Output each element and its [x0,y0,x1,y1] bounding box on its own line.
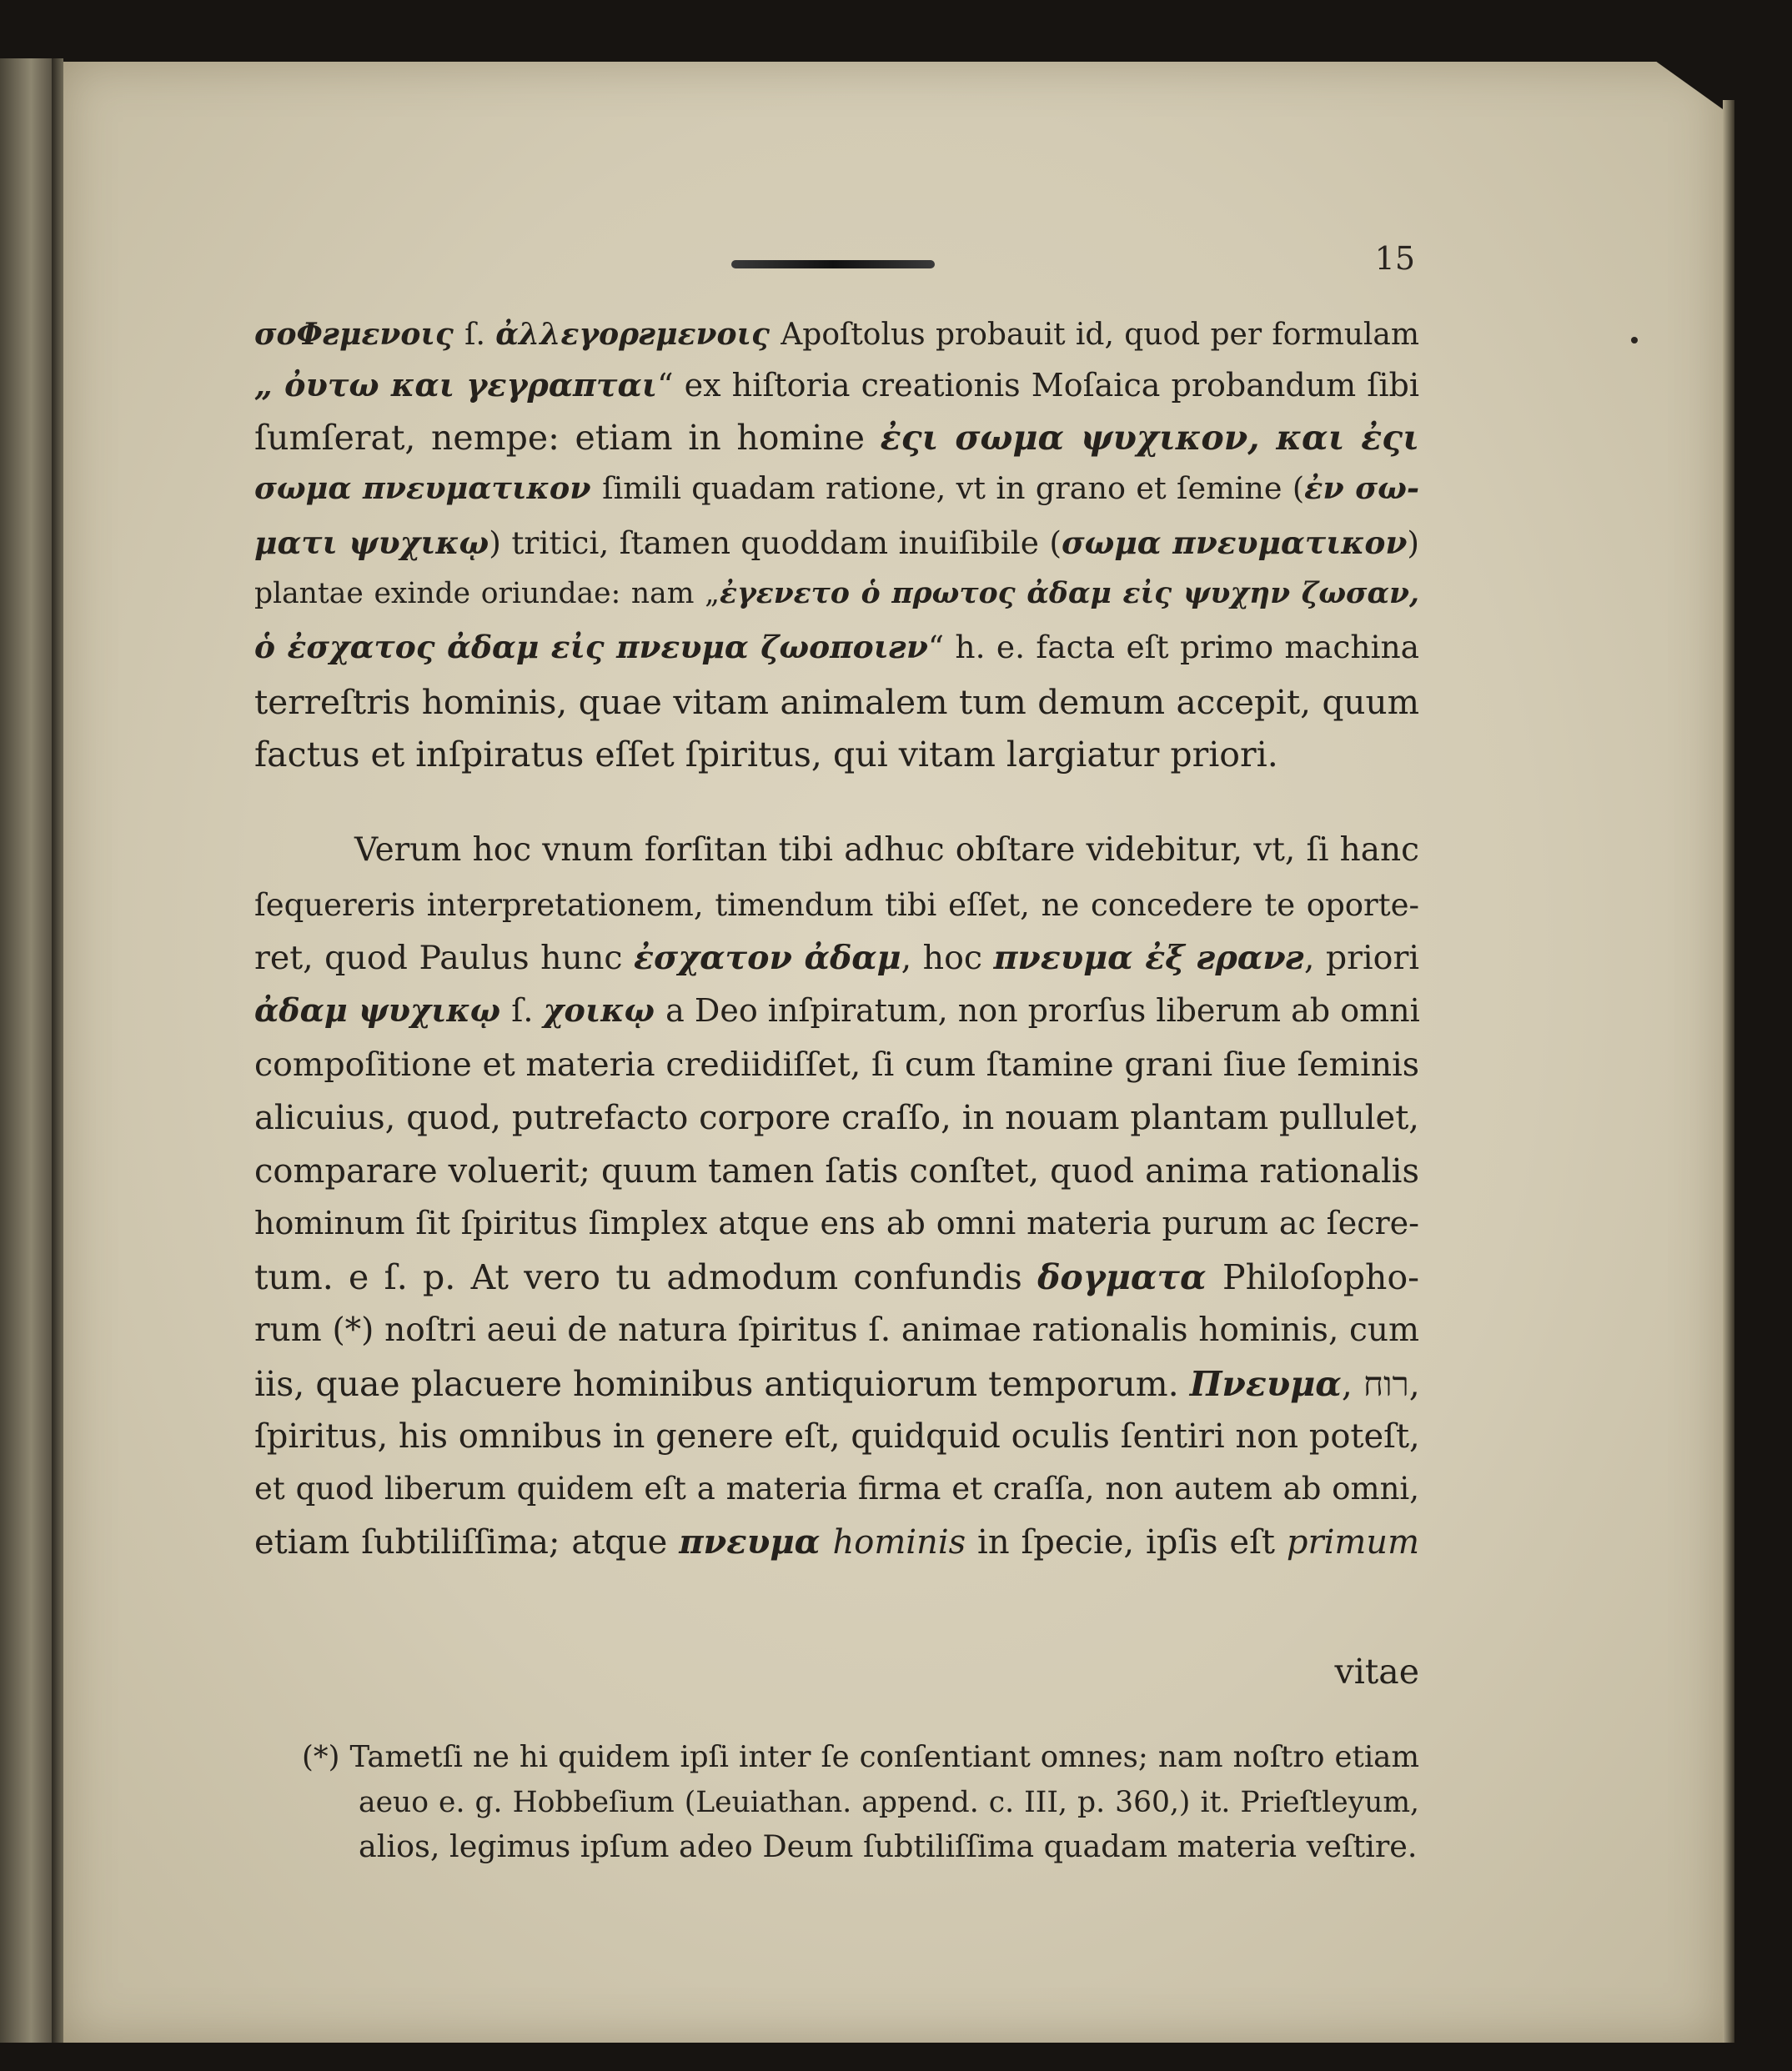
body-line [254,524,1420,561]
body-line [254,939,1419,977]
text-segment: tum. e ſ. p. At vero tu admodum confundis [254,1257,1038,1297]
greek-phrase: ἐςι σωμα ψυχικον, και ἐςι [880,418,1419,458]
greek-phrase: πνευμα [679,1522,833,1562]
text-segment: ) [1407,524,1420,561]
body-line [254,418,1419,458]
greek-phrase: σωμα πνευματικον [254,470,603,506]
body-line [254,1101,1419,1135]
text-segment: “ ex hiſtoria creationis Moſaica probandum ſibi [657,367,1419,404]
text-segment: aeuo e. g. Hobbeſium (Leuiathan. append. c. III, p. 360,) it. Prieſtleyum, [359,1786,1419,1819]
text-segment: , priori [1303,939,1419,977]
text-segment: iis, quae placuere hominibus antiquiorum temporum. [254,1364,1190,1404]
body-line [254,1471,1419,1507]
text-segment: et quod liberum quidem eſt a materia firma et craſſa, non autem ab omni, [254,1471,1419,1507]
body-line [254,1417,1420,1456]
greek-phrase: „ ὀυτω και γεγραπται [254,366,658,404]
text-segment: ret, quod Paulus hunc [254,939,635,977]
greek-phrase: σοΦƨμενοις [254,317,465,352]
greek-phrase: πνευμα ἐξ ƨρανƨ [993,939,1304,977]
catchword: vitae [1334,1652,1419,1692]
greek-phrase: Πνευμα [1189,1364,1342,1404]
greek-phrase: δογματα [1037,1257,1223,1297]
body-line [254,319,1419,350]
body-line [254,735,1419,775]
book-gutter [52,58,63,2043]
greek-phrase: σωμα πνευματικον [1062,524,1408,561]
text-segment: ) tritici, ſtamen quoddam inuiſibile ( [489,524,1062,561]
greek-phrase: ἐσχατον ἀδαμ [634,939,901,977]
greek-phrase: χοικῳ [543,991,666,1029]
body-line [254,682,1419,722]
body-line [254,887,1419,923]
text-segment: alicuius, quod, putrefacto corpore craſſo, in nouam plantam pullulet, [254,1099,1419,1137]
body-line [254,991,1420,1029]
text-segment: ſ. [464,318,496,352]
text-segment: Verum hoc vnum forſitan tibi adhuc obſtare videbitur, vt, ſi hanc [354,831,1419,869]
text-segment: “ h. e. facta eſt primo machina [927,629,1419,665]
text-segment: plantae exinde oriundae: nam „ [254,577,720,610]
text-segment: comparare voluerit; quum tamen ſatis conſtet, quod anima rationalis [254,1152,1419,1191]
text-segment: terreſtris hominis, quae vitam animalem tum demum accepit, quum [254,682,1419,722]
greek-phrase: ἀλλεγορƨμενοις [495,317,781,352]
text-segment: Philoſopho- [1222,1257,1419,1297]
text-segment: ſumſerat, nempe: etiam in homine [254,418,881,458]
body-line [254,1207,1419,1239]
footnote-line [359,1828,1419,1864]
page-edge-right [1723,100,1734,2043]
text-segment: ſimili quadam ratione, vt in grano et ſemine ( [602,470,1305,506]
greek-phrase: ἐγενετο ὁ πρωτος ἀδαμ εἰς ψυχην ζωσαν, [720,577,1419,610]
body-line [254,1152,1419,1191]
text-segment: alios, legimus ipſum adeo Deum ſubtiliſſima quadam materia veſtire. [359,1828,1418,1864]
text-segment: Apoſtolus probauit id, quod per formulam [781,318,1420,352]
text-segment: etiam ſubtiliſſima; atque [254,1523,680,1562]
text-segment: ſ. [511,992,544,1029]
text-segment: , hoc [901,939,994,977]
body-line [354,831,1419,869]
body-line [254,1257,1419,1297]
body-line [254,1311,1419,1349]
body-line [254,629,1419,665]
italic-phrase: hominis [832,1523,966,1562]
body-line [254,1364,1420,1404]
header-ornament-rule [731,260,935,268]
page-number: 15 [1374,240,1415,277]
text-segment: rum (*) noſtri aeui de natura ſpiritus ſ. animae rationalis hominis, cum [254,1311,1419,1349]
facing-page-edge [0,58,52,2043]
text-segment: hominum ſit ſpiritus ſimplex atque ens ab omni materia purum ac ſecre- [254,1205,1419,1241]
footnote-line [302,1740,1419,1774]
ink-dot [1631,337,1638,343]
text-segment: factus et inſpiratus eſſet ſpiritus, qui vitam largiatur priori. [254,735,1278,775]
body-line [254,366,1419,404]
text-segment: (*) Tametſi ne hi quidem ipſi inter ſe conſentiant omnes; nam noſtro etiam [302,1740,1419,1774]
footnote-line [359,1788,1419,1818]
body-line [254,1046,1419,1084]
greek-phrase: ἐν σω- [1304,470,1419,506]
text-segment: a Deo inſpiratum, non prorſus liberum ab omni [665,992,1420,1029]
body-line [254,1522,1419,1562]
text-segment: ſpiritus, his omnibus in genere eſt, quidquid oculis ſentiri non poteſt, [254,1417,1420,1456]
body-line [254,470,1419,506]
body-line [254,579,1419,609]
text-segment: , רוח, [1341,1364,1420,1404]
text-segment: in ſpecie, ipſis eſt [966,1523,1287,1562]
text-segment: compoſitione et materia crediidiſſet, ſi cum ſtamine grani ſiue ſeminis [254,1046,1419,1084]
greek-phrase: ματι ψυχικῳ [254,524,489,561]
italic-phrase: primum [1286,1523,1419,1562]
greek-phrase: ἀδαμ ψυχικῳ [254,991,512,1029]
greek-phrase: ὁ ἐσχατος ἀδαμ εἰς πνευμα ζωοποιƨν [254,629,928,665]
text-segment: ſequereris interpretationem, timendum tibi eſſet, ne concedere te oporte- [254,887,1419,923]
